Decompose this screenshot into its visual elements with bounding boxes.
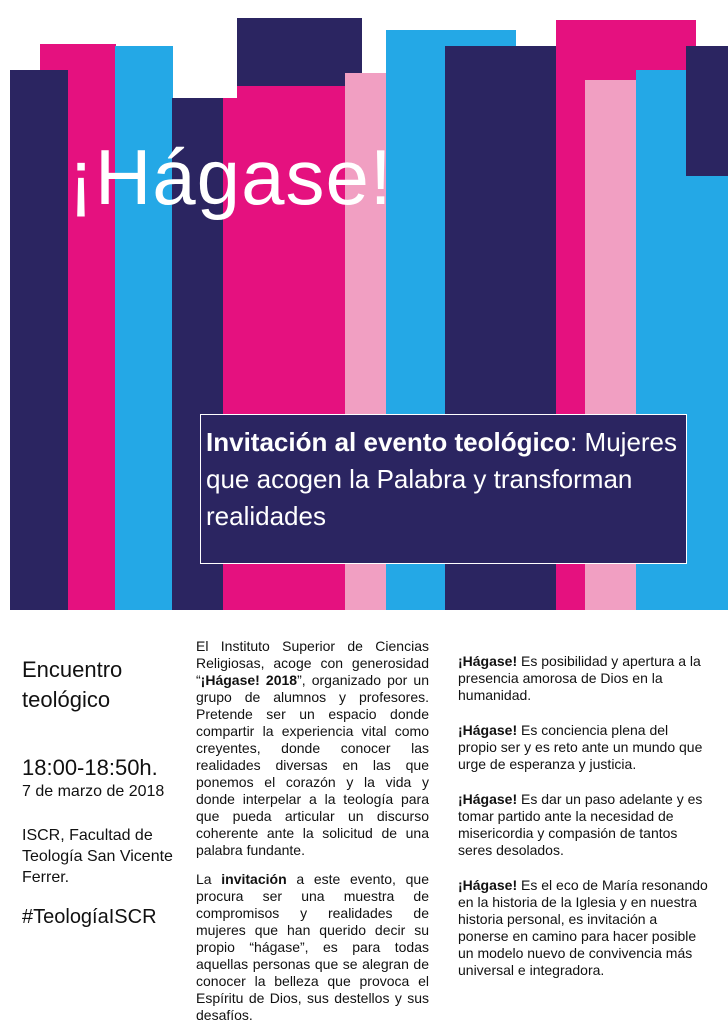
statement-bold: ¡Hágase! (458, 877, 518, 893)
p2-text-a: La (196, 871, 222, 887)
event-subtitle: Encuentro teológico (22, 657, 123, 712)
stripe-cyan-1 (115, 46, 173, 610)
invitation-subtitle: Mujeres que acogen la Palabra y transforman realidades (206, 427, 678, 531)
page-title: ¡Hágase! (68, 133, 393, 221)
event-details (22, 655, 187, 929)
p2-text-b: a este evento, que procura ser una muestra de compromisos y realidades de mujeres que han querido decir su propio “hágase”, es para todas aquellas personas que se alegran de conocer la belleza que provoca el Espíritu de Dios, sus destellos y sus desafíos. (196, 871, 429, 1023)
statement-bold: ¡Hágase! (458, 791, 518, 807)
statement-item (458, 653, 708, 704)
invitation-heading: Invitación al evento teológico (206, 427, 571, 457)
p1-text-b: ”, organizado por un grupo de alumnos y profesores. Pretende ser un espacio donde compartir la experiencia vital como creyentes, donde conocer las realidades diversas en las que ponemos el corazón y la vida y donde interpelar a la teología para que pueda articular un discurso coherente ante la solicitud de una palabra fundante. (196, 672, 429, 858)
invitation-text (206, 424, 686, 535)
statement-item (458, 791, 708, 859)
statement-text: Es posibilidad y apertura a la presencia amorosa de Dios en la humanidad. (458, 653, 701, 703)
stripe-navy-3 (237, 18, 362, 88)
description-column (196, 638, 429, 1036)
statement-item (458, 877, 708, 979)
event-time: 18:00-18:50h. (22, 755, 158, 780)
hashtag: #TeologíaISCR (22, 906, 157, 928)
statement-text: Es el eco de María resonando en la historia de la Iglesia y en nuestra historia personal, es invitación a ponerse en camino para hacer posible un modelo nuevo de convivencia más universal e integradora. (458, 877, 708, 978)
statement-bold: ¡Hágase! (458, 722, 518, 738)
statement-bold: ¡Hágase! (458, 653, 518, 669)
hagase-statements (458, 653, 708, 997)
invitation-colon: : (570, 427, 578, 457)
event-date: 7 de marzo de 2018 (22, 783, 165, 800)
description-paragraph-2 (196, 871, 429, 1024)
p2-bold: invitación (221, 871, 287, 887)
statement-text: Es conciencia plena del propio ser y es reto ante un mundo que urge de esperanza y justicia. (458, 722, 703, 772)
statement-text: Es dar un paso adelante y es tomar partido ante la necesidad de misericordia y compasión de tantos seres desolados. (458, 791, 703, 858)
description-paragraph-1 (196, 638, 429, 859)
p1-bold: ¡Hágase! 2018 (200, 672, 298, 688)
p1-text-a: El Instituto Superior de Ciencias Religiosas, acoge con generosidad “ (196, 638, 429, 688)
stripe-navy-5 (686, 46, 728, 176)
stripe-navy-1 (10, 70, 68, 610)
event-location: ISCR, Facultad de Teología San Vicente Ferrer. (22, 827, 173, 886)
statement-item (458, 722, 708, 773)
